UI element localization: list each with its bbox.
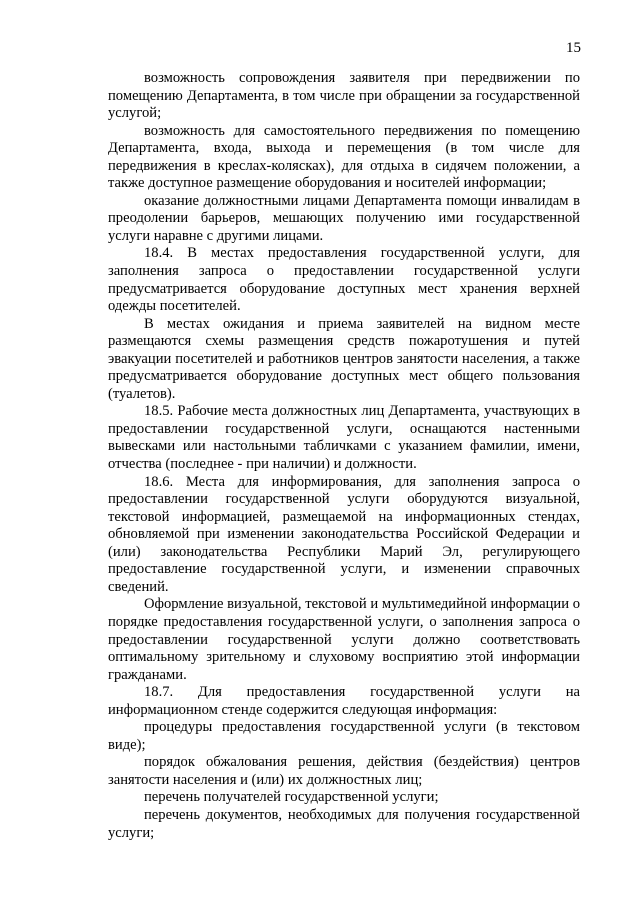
page-number: 15 [566, 40, 581, 56]
list-item-procedures: процедуры предоставления государственной услуги (в текстовом виде); [108, 719, 580, 753]
list-item-documents: перечень документов, необходимых для получения государственной услуги; [108, 806, 580, 841]
paragraph-assistance-to-disabled: оказание должностными лицами Департамента помощи инвалидам в преодолении барьеров, мешающих получению ими государственной услуги наравне с другими лицами. [108, 192, 580, 244]
paragraph-escort-possibility: возможность сопровождения заявителя при передвижении по помещению Департамента, в том числе при обращении за государственной услугой; [108, 70, 580, 122]
paragraph-information-design: Оформление визуальной, текстовой и мультимедийной информации о порядке предоставления государственной услуги, о заполнения запроса о предоставлении государственной услуги должно соответствовать оптимальному зрительному и слуховому восприятию этой информации гражданами. [108, 596, 580, 683]
list-item-recipients: перечень получателей государственной услуги; [144, 789, 439, 806]
paragraph-18-6: 18.6. Места для информирования, для заполнения запроса о предоставлении государственной услуги оборудуются визуальной, текстовой информацией, размещаемой на информационных стендах, обновляемой при изменении законодательства Российской Федерации и (или) законодательства Республики Марий Эл, регулирующего предоставление государственной услуги, и изменении справочных сведений. [108, 473, 580, 595]
paragraph-waiting-areas: В местах ожидания и приема заявителей на видном месте размещаются схемы размещения средств пожаротушения и путей эвакуации посетителей и работников центров занятости населения, а также предусматривается оборудование доступных мест общего пользования (туалетов). [108, 315, 580, 402]
list-item-appeal-procedure: порядок обжалования решения, действия (бездействия) центров занятости населения и (или) их должностных лиц; [108, 754, 580, 788]
paragraph-18-7: 18.7. Для предоставления государственной услуги на информационном стенде содержится следующая информация: [108, 684, 580, 718]
document-body [108, 70, 580, 842]
paragraph-18-5: 18.5. Рабочие места должностных лиц Департамента, участвующих в предоставлении государственной услуги, оснащаются настенными вывесками или настольными табличками с указанием фамилии, имени, отчества (последнее - при наличии) и должности. [108, 403, 580, 473]
paragraph-independent-movement: возможность для самостоятельного передвижения по помещению Департамента, входа, выхода и перемещения (в том числе для передвижения в креслах-колясках), для отдыха в сидячем положении, а также доступное размещение оборудования и носителей информации; [108, 122, 580, 192]
paragraph-18-4: 18.4. В местах предоставления государственной услуги, для заполнения запроса о предоставлении государственной услуги предусматривается оборудование доступных мест хранения верхней одежды посетителей. [108, 245, 580, 315]
